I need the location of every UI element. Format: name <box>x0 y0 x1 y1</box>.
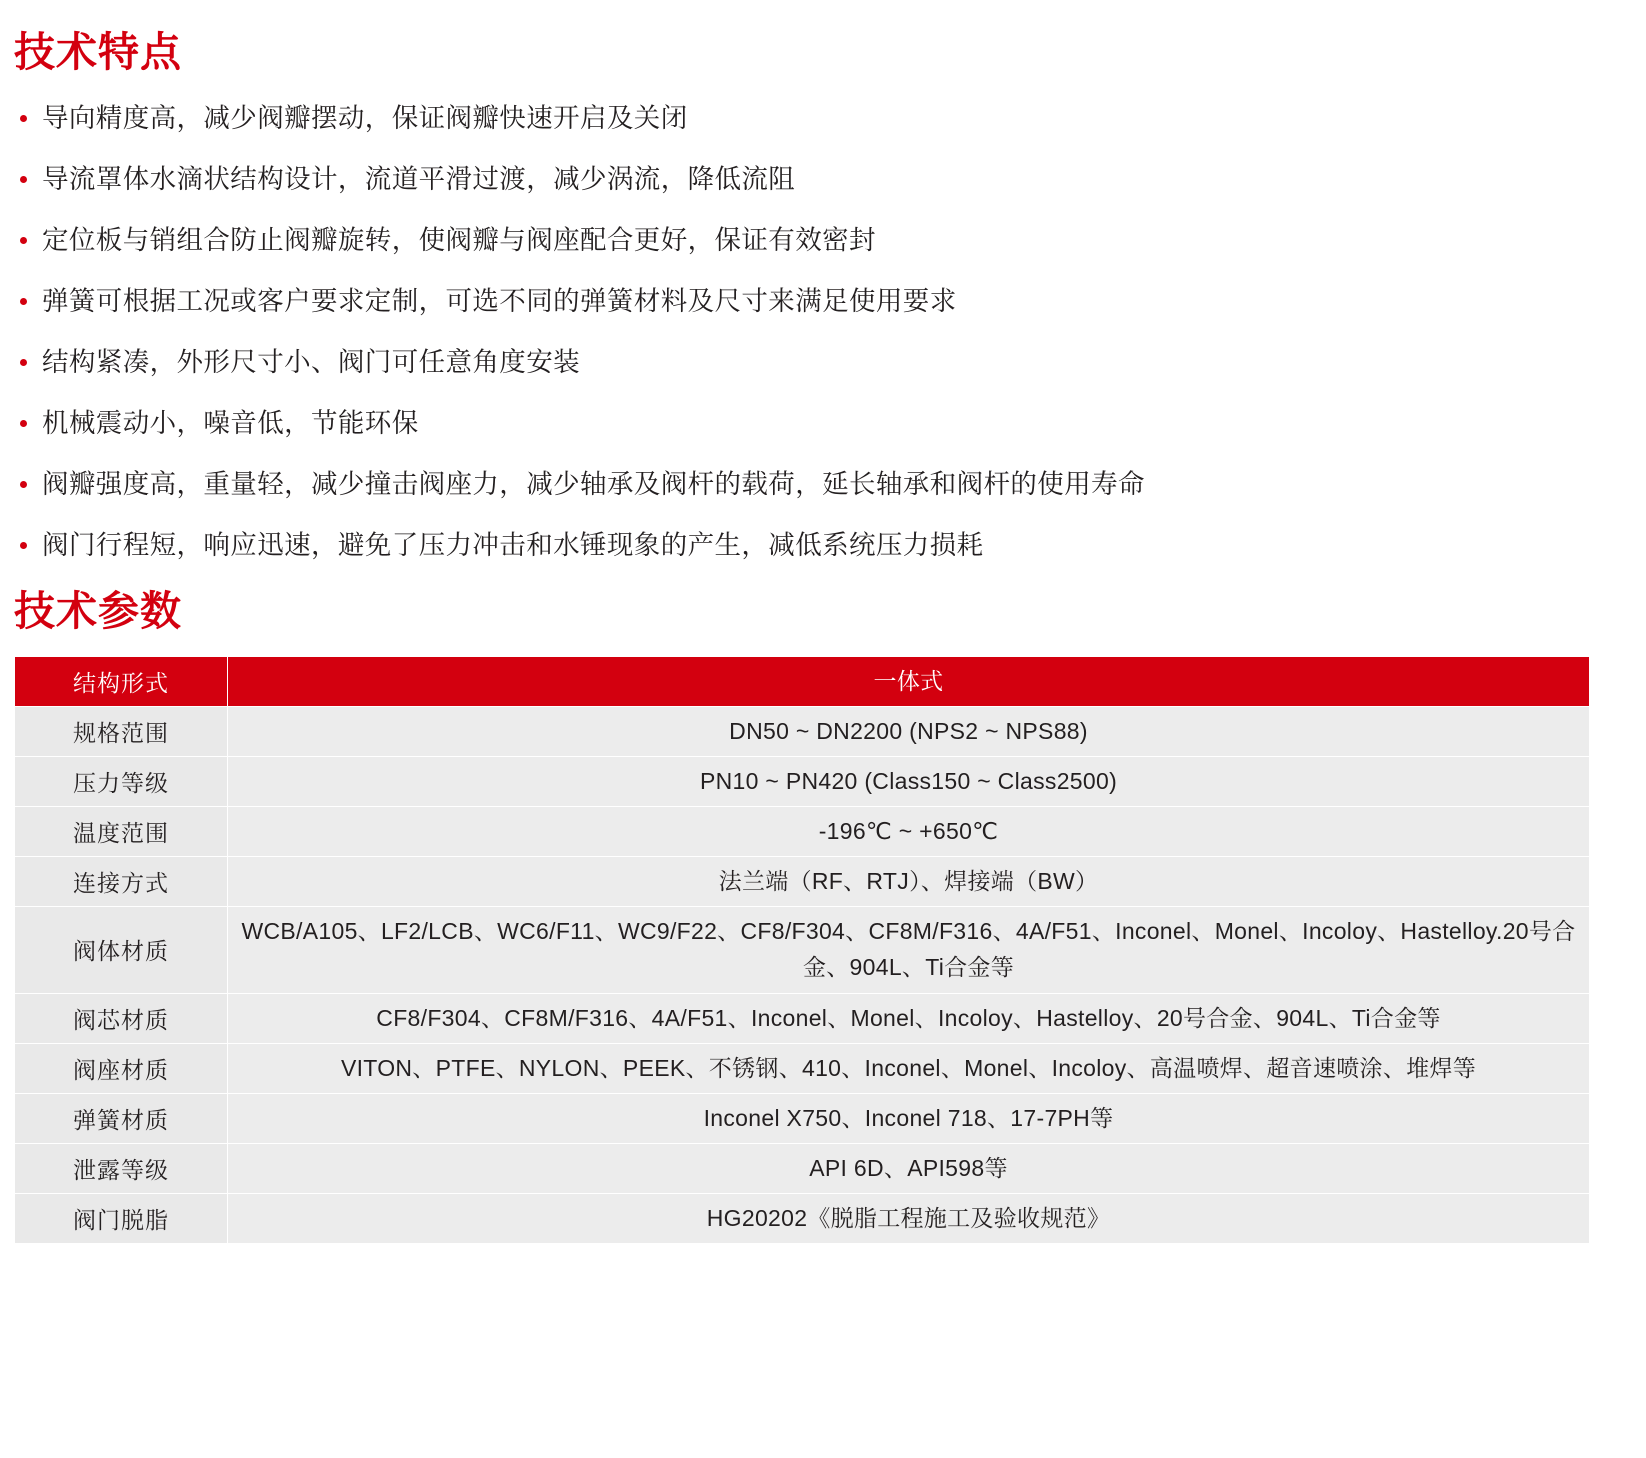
feature-item <box>14 101 1590 136</box>
param-label: 温度范围 <box>15 806 228 856</box>
feature-text: 阀瓣强度高，重量轻，减少撞击阀座力，减少轴承及阀杆的载荷，延长轴承和阀杆的使用寿命 <box>42 468 1145 499</box>
param-value: CF8/F304、CF8M/F316、4A/F51、Inconel、Monel、Incoloy、Hastelloy、20号合金、904L、Ti合金等 <box>228 993 1590 1043</box>
table-row <box>15 1093 1590 1143</box>
param-label: 连接方式 <box>15 856 228 906</box>
feature-item <box>14 162 1590 197</box>
table-row <box>15 1193 1590 1243</box>
param-value: 一体式 <box>228 656 1590 706</box>
bullet-icon <box>20 359 27 366</box>
param-value: 法兰端（RF、RTJ）、焊接端（BW） <box>228 856 1590 906</box>
table-row <box>15 806 1590 856</box>
param-label: 规格范围 <box>15 706 228 756</box>
param-label: 结构形式 <box>15 656 228 706</box>
table-row <box>15 656 1590 706</box>
param-value: -196℃ ~ +650℃ <box>228 806 1590 856</box>
bullet-icon <box>20 115 27 122</box>
param-label: 阀芯材质 <box>15 993 228 1043</box>
param-label: 阀门脱脂 <box>15 1193 228 1243</box>
param-label: 压力等级 <box>15 756 228 806</box>
feature-text: 阀门行程短，响应迅速，避免了压力冲击和水锤现象的产生，减低系统压力损耗 <box>42 529 984 560</box>
feature-item <box>14 528 1590 563</box>
parameters-table <box>14 656 1590 1244</box>
bullet-icon <box>20 481 27 488</box>
feature-text: 导向精度高，减少阀瓣摆动，保证阀瓣快速开启及关闭 <box>42 103 688 134</box>
param-value: PN10 ~ PN420 (Class150 ~ Class2500) <box>228 756 1590 806</box>
feature-item <box>14 467 1590 502</box>
bullet-icon <box>20 420 27 427</box>
feature-item <box>14 284 1590 319</box>
feature-text: 弹簧可根据工况或客户要求定制，可选不同的弹簧材料及尺寸来满足使用要求 <box>42 286 957 316</box>
bullet-icon <box>20 237 27 244</box>
feature-item <box>14 223 1590 258</box>
features-list <box>14 101 1590 563</box>
feature-item <box>14 345 1590 380</box>
table-row <box>15 1143 1590 1193</box>
bullet-icon <box>20 542 27 549</box>
feature-text: 定位板与销组合防止阀瓣旋转，使阀瓣与阀座配合更好，保证有效密封 <box>42 225 876 256</box>
table-row <box>15 1043 1590 1093</box>
param-label: 阀体材质 <box>15 906 228 993</box>
param-label: 泄露等级 <box>15 1143 228 1193</box>
param-value: WCB/A105、LF2/LCB、WC6/F11、WC9/F22、CF8/F304、CF8M/F316、4A/F51、Inconel、Monel、Incoloy、Hastelloy.20号合金、904L、Ti合金等 <box>228 906 1590 993</box>
table-row <box>15 856 1590 906</box>
bullet-icon <box>20 176 27 183</box>
param-label: 阀座材质 <box>15 1043 228 1093</box>
param-label: 弹簧材质 <box>15 1093 228 1143</box>
feature-item <box>14 406 1590 441</box>
table-row <box>15 906 1590 993</box>
table-row <box>15 756 1590 806</box>
table-row <box>15 993 1590 1043</box>
bullet-icon <box>20 298 27 305</box>
features-heading: 技术特点 <box>14 29 182 75</box>
param-value: Inconel X750、Inconel 718、17-7PH等 <box>228 1093 1590 1143</box>
param-value: HG20202《脱脂工程施工及验收规范》 <box>228 1193 1590 1243</box>
feature-text: 机械震动小，噪音低，节能环保 <box>42 407 419 438</box>
param-value: API 6D、API598等 <box>228 1143 1590 1193</box>
feature-text: 结构紧凑，外形尺寸小、阀门可任意角度安装 <box>42 346 580 377</box>
table-row <box>15 706 1590 756</box>
parameters-table-body <box>15 656 1590 1243</box>
parameters-heading: 技术参数 <box>14 587 182 634</box>
param-value: DN50 ~ DN2200 (NPS2 ~ NPS88) <box>228 706 1590 756</box>
param-value: VITON、PTFE、NYLON、PEEK、不锈钢、410、Inconel、Monel、Incoloy、高温喷焊、超音速喷涂、堆焊等 <box>228 1043 1590 1093</box>
feature-text: 导流罩体水滴状结构设计，流道平滑过渡，减少涡流，降低流阻 <box>42 164 796 195</box>
